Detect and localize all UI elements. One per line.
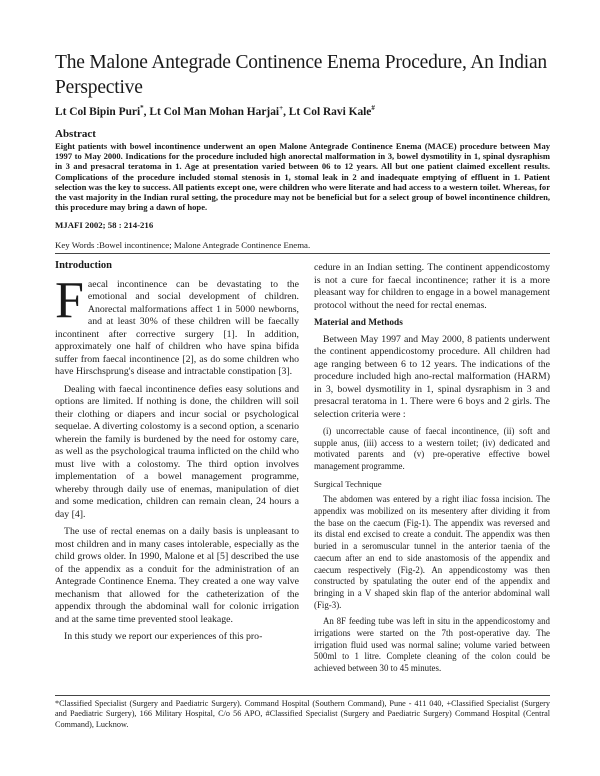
intro-continuation: cedure in an Indian setting. The continent appendicostomy is not a cure for faecal incontinence; rather it is a more pleasant way for children to engage in a bowel management protocol without the need for rectal enemas. (314, 262, 550, 311)
methods-heading: Material and Methods (314, 318, 403, 328)
drop-cap: F (55, 271, 84, 329)
abstract-heading: Abstract (55, 128, 96, 140)
intro-paragraph-1 (55, 271, 299, 379)
footnote-divider (55, 695, 550, 696)
methods-paragraph-2: (i) uncorrectable cause of faecal incontinence, (ii) soft and supple anus, (iii) access to a western toilet; (iv) dedicated and motivated parents and (v) pre-operative effective bowel management programme. (314, 426, 550, 472)
introduction-heading: Introduction (55, 260, 112, 271)
intro-paragraph-3: The use of rectal enemas on a daily basis is unpleasant to most children and in many cases intolerable, especially as the child grows older. In 1990, Malone et al [5] described the use of the appendix as a conduit for the administration of an Antegrade Continence Enema. They created a one way valve mechanism that allowed for the catheterization of the appendix through the abdominal wall for colonic irrigation and at the same time prevented stool leakage. (55, 526, 299, 625)
article-title: The Malone Antegrade Continence Enema Procedure, An Indian Perspective (55, 52, 547, 98)
author-name: Lt Col Man Mohan Harjai (149, 105, 280, 118)
author-mark: # (371, 104, 375, 112)
author-mark: + (279, 104, 284, 112)
author-name: Lt Col Bipin Puri (55, 105, 141, 118)
methods-paragraph-1: Between May 1997 and May 2000, 8 patients underwent the continent appendicostomy procedure. All children had age ranging between 6 to 12 years. The indications of the procedure included high ano-rectal malformation (HARM) in 3, bowel dysmotility in 1, spinal dysraphism in 3 and presacral teratoma in 1. There were 6 boys and 2 girls. The selection criteria were : (314, 333, 550, 420)
intro-paragraph-4: In this study we report our experiences of this pro- (64, 631, 263, 642)
intro-paragraph-1-text: aecal incontinence can be devastating to the emotional and social development of children. Anorectal malformations affect 1 in 5000 newborns, and at least 30% of these children will be faecally incontinent after corrective surgery [1]. In addition, approximately one half of children who have spina bifida suffer from faecal incontinence [2], as do some children who have Hirschsprung's disease and intractable constipation [3]. (55, 278, 299, 377)
author-name: Lt Col Ravi Kale (288, 105, 372, 118)
technique-heading: Surgical Technique (314, 478, 382, 489)
right-column (314, 262, 550, 680)
author-mark: * (140, 104, 144, 112)
keywords-line: Key Words :Bowel incontinence; Malone Antegrade Continence Enema. (55, 240, 311, 250)
author-line: Lt Col Bipin Puri*, Lt Col Man Mohan Harjai+, Lt Col Ravi Kale# (55, 104, 375, 118)
technique-paragraph-1: The abdomen was entered by a right iliac fossa incision. The appendix was mobilized on its mesentery after dividing it from the base on the caecum (Fig-1). The appendix was reversed and its distal end excised to create a conduit. The appendix was then buried in a seromuscular tunnel in the anterior taenia of the caecum after an end to side anastomosis of the appendix and caecum respectively (Fig-2). An appendicostomy was then constructed by spatulating the outer end of the appendix and bringing in a V shaped skin flap of the anterior abdominal wall (Fig-3). (314, 494, 550, 610)
left-column (55, 260, 299, 649)
technique-paragraph-2: An 8F feeding tube was left in situ in the appendicostomy and irrigations were started on the 7th post-operative day. The irrigation fluid used was normal saline; volume varied between 500ml to 1 litre. Complete cleaning of the colon could be achieved between 30 to 45 minutes. (314, 616, 550, 674)
abstract-text: Eight patients with bowel incontinence underwent an open Malone Antegrade Continence Enema (MACE) procedure between May 1997 to May 2000. Indications for the procedure included high anorectal malformation in 3, bowel dysmotility in 1, spinal dysraphism in 3 and presacral teratoma in 1. Age at presentation varied between 06 to 12 years. All but one patient claimed excellent results. Complications of the procedure included stomal stenosis in 1, stomal leak in 2 and inadequate emptying of effluent in 1. Patient selection was the key to success. All patients except one, were children who were literate and had access to a western toilet. Whereas, for the vast majority in the Indian rural setting, the procedure may not be beneficial but for a select group of bowel incontinence children, this procedure may bring a dawn of hope. (55, 141, 550, 213)
journal-citation: MJAFI 2002; 58 : 214-216 (55, 220, 154, 230)
header-divider (55, 253, 550, 254)
intro-paragraph-2: Dealing with faecal incontinence defies easy solutions and options are limited. If nothing is done, the children will soil their clothing or diapers and incur social or psychological sequelae. A diverting colostomy is a second option, a scenario wherein the family is burdened by the need for ostomy care, as well as the psychological trauma inflicted on the child who must live with a colostomy. The third option involves implementation of a bowel management programme, whereby through daily use of enemas, manipulation of diet and some medication, children can remain clean, 24 hours a day [4]. (55, 383, 299, 520)
affiliation-footnote: *Classified Specialist (Surgery and Paediatric Surgery). Command Hospital (Southern Command), Pune - 411 040, +Classified Specialist (Surgery and Paediatric Surgery), 166 Military Hospital, C/o 56 APO, #Classified Specialist (Surgery and Paediatric Surgery) Command Hospital (Central Command), Lucknow. (55, 699, 550, 729)
